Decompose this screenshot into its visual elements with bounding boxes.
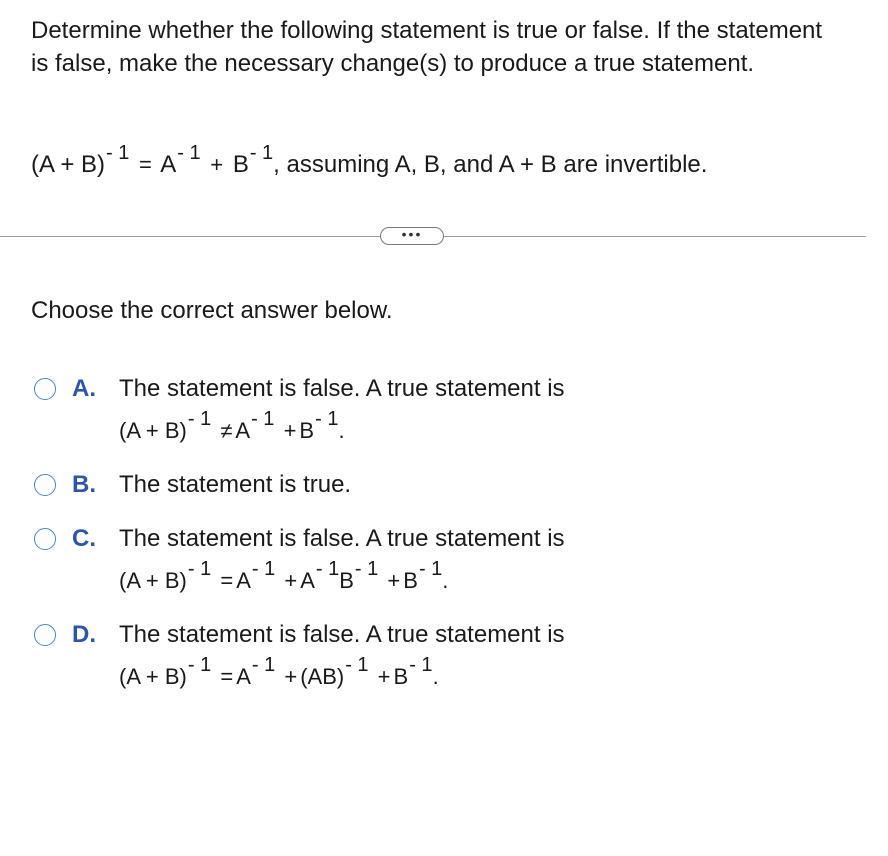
exponent: - 1 xyxy=(249,142,274,164)
term-b: B xyxy=(339,568,354,593)
plus-sign: + xyxy=(284,664,298,689)
equals-sign: = xyxy=(220,664,234,689)
exponent: - 1 xyxy=(187,558,212,580)
plus-sign: + xyxy=(284,568,298,593)
plus-sign: + xyxy=(377,664,391,689)
option-letter: C. xyxy=(72,525,96,552)
option-formula xyxy=(119,408,345,449)
option-text: The statement is false. A true statement is xyxy=(119,525,565,552)
option-formula xyxy=(119,654,439,695)
plus-sign: + xyxy=(387,568,401,593)
term-b: B xyxy=(403,568,418,593)
option-letter: A. xyxy=(72,375,96,402)
option-letter: D. xyxy=(72,621,96,648)
formula-lhs: (A + B) xyxy=(119,664,187,689)
more-options-button[interactable]: ••• xyxy=(380,227,444,245)
exponent: - 1 xyxy=(251,408,275,430)
term-a: A xyxy=(235,418,251,443)
option-letter: B. xyxy=(72,471,96,498)
formula-lhs: (A + B) xyxy=(119,418,187,443)
equals-sign: = xyxy=(139,152,152,177)
formula-lhs: (A + B) xyxy=(119,568,187,593)
term-a: A xyxy=(236,664,251,689)
option-formula xyxy=(119,558,449,599)
radio-button-d[interactable] xyxy=(34,624,56,646)
not-equal-sign: ≠ xyxy=(220,418,233,443)
radio-button-c[interactable] xyxy=(34,528,56,550)
exponent: - 1 xyxy=(251,558,276,580)
exponent: - 1 xyxy=(187,408,212,430)
exponent: - 1 xyxy=(409,654,433,676)
term-a: A xyxy=(160,151,177,178)
period: . xyxy=(338,418,345,443)
equals-sign: = xyxy=(220,568,234,593)
term-b: B xyxy=(393,664,409,689)
term-a: A xyxy=(300,568,315,593)
answer-prompt: Choose the correct answer below. xyxy=(31,297,393,324)
exponent: - 1 xyxy=(354,558,379,580)
period: . xyxy=(432,664,439,689)
exponent: - 1 xyxy=(315,558,340,580)
term-b: B xyxy=(232,151,249,178)
exponent: - 1 xyxy=(106,142,130,164)
option-text: The statement is false. A true statement is xyxy=(119,621,565,648)
term-ab: (AB) xyxy=(300,664,345,689)
question-statement xyxy=(31,142,708,186)
plus-sign: + xyxy=(283,418,297,443)
radio-button-b[interactable] xyxy=(34,474,56,496)
question-instruction: Determine whether the following statement is true or false. If the statement is false, make the necessary change(s) to produce a true statement. xyxy=(31,17,823,77)
plus-sign: + xyxy=(210,152,224,177)
period: . xyxy=(442,568,449,593)
exponent: - 1 xyxy=(418,558,443,580)
exponent: - 1 xyxy=(187,654,212,676)
term-a: A xyxy=(236,568,251,593)
exponent: - 1 xyxy=(251,654,276,676)
exponent: - 1 xyxy=(345,654,369,676)
term-b: B xyxy=(299,418,315,443)
exponent: - 1 xyxy=(315,408,339,430)
radio-button-a[interactable] xyxy=(34,378,56,400)
exponent: - 1 xyxy=(177,142,201,164)
statement-suffix: , assuming A, B, and A + B are invertible. xyxy=(273,151,708,178)
option-text: The statement is true. xyxy=(119,471,352,498)
statement-lhs: (A + B) xyxy=(31,151,106,178)
option-text: The statement is false. A true statement is xyxy=(119,375,565,402)
